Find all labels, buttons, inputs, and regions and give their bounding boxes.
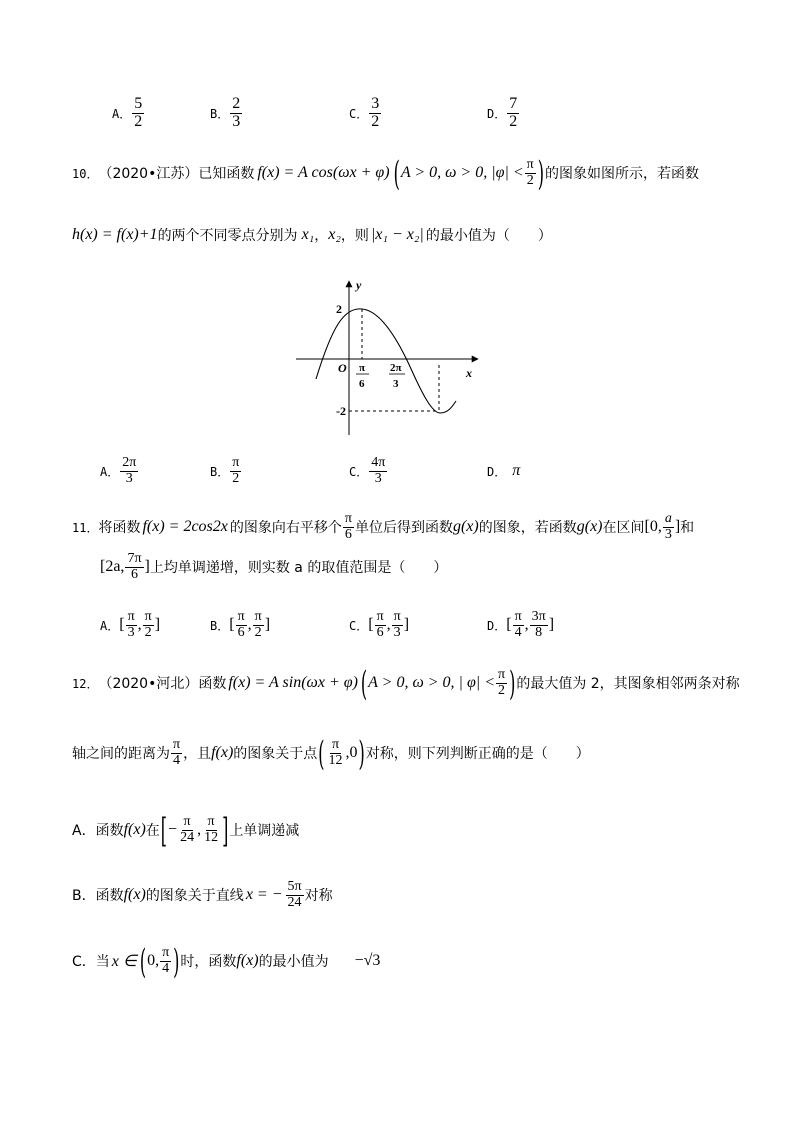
q10-stem-line2: h(x) = f(x)+1 的两个不同零点分别为 x₁ ， x₂ ，则 |x₁ − x₂| 的最小值为（ ） [72, 226, 552, 244]
q11-option-b: B． [ $\frac{\pi}{6}$ , $\frac{\pi}{2}$ ] [210, 609, 271, 640]
q11-option-c: C． [ $\frac{\pi}{6}$ , $\frac{\pi}{3}$ ] [349, 609, 410, 640]
q9-option-b: B． $\frac{2}{3}$ [210, 95, 241, 130]
q9-option-a: A． $\frac{5}{2}$ [112, 95, 143, 130]
q11-options [100, 610, 554, 640]
tick1-den: 6 [359, 378, 365, 390]
q12-option-c: C．当 x ∈ ( 0, $\frac{\pi}{4}$ ) 时，函数 f(x) 的最小值为 −√3 [72, 941, 381, 982]
y-axis-label: y [356, 278, 362, 292]
q11-stem-line1: 11． 将函数 f(x) = 2cos2x 的图象向右平移个 $\frac{\pi}{6}$ 单位后得到函数 g(x) 的图象，若函数 g(x) 在区间 [0, $\frac{a}{3}$ ] 和 [72, 511, 695, 542]
q12-stem-line1: 12． （2020•河北） 函数 f(x) = A sin(ωx + φ) ( A > 0, ω > 0, | φ| < $\frac{\pi}{2}$ ) 的最大值为 2，其图象相邻两条对称 [72, 663, 740, 704]
y-max-label: 2 [336, 302, 342, 316]
q9-option-c: C． $\frac{3}{2}$ [349, 95, 380, 130]
tick2-num: 2π [390, 362, 402, 374]
q10-option-b: B． $\frac{\pi}{2}$ [210, 455, 240, 486]
q10-options [100, 456, 520, 486]
q10-option-d: D． π [487, 462, 521, 480]
x-axis-label: x [466, 366, 472, 380]
y-min-label: -2 [336, 404, 346, 418]
q12-option-b: B．函数 f(x) 的图象关于直线 x = − $\frac{5\pi}{24}$ 对称 [72, 879, 333, 910]
sine-curve [316, 309, 456, 413]
q11-option-d: D． [ $\frac{\pi}{4}$ , $\frac{3\pi}{8}$ ] [487, 609, 555, 640]
q10-option-c: C． $\frac{4\pi}{3}$ [349, 455, 386, 486]
q9-options [112, 96, 520, 131]
q12-stem-line2: 轴之间的距离为 $\frac{\pi}{4}$ ，且 f(x) 的图象关于点 ( $\frac{\pi}{12}$ ,0 ) 对称，则下列判断正确的是（ ） [72, 733, 590, 774]
q11-stem-line2: [2a, $\frac{7\pi}{6}$ ] 上均单调递增，则实数 a 的取值范围是（ ） [100, 551, 448, 582]
tick1-num: π [359, 362, 366, 374]
origin-label: O [338, 361, 347, 375]
q11-option-a: A． [ $\frac{\pi}{3}$ , $\frac{\pi}{2}$ ] [100, 609, 161, 640]
q10-stem-line1: 10． （2020•江苏） 已知函数 f(x) = A cos(ωx + φ) ( A > 0, ω > 0, |φ| < $\frac{\pi}{2}$ ) 的图象如图所示，若函数 [72, 153, 699, 194]
tick2-den: 3 [393, 378, 399, 390]
q10-function-graph [292, 275, 488, 445]
q10-option-a: A． $\frac{2\pi}{3}$ [100, 455, 137, 486]
q12-option-a: A．函数 f(x) 在 [ − $\frac{\pi}{24}$ , $\frac{\pi}{12}$ ] 上单调递减 [72, 810, 300, 851]
q9-option-d: D． $\frac{7}{2}$ [487, 95, 518, 130]
